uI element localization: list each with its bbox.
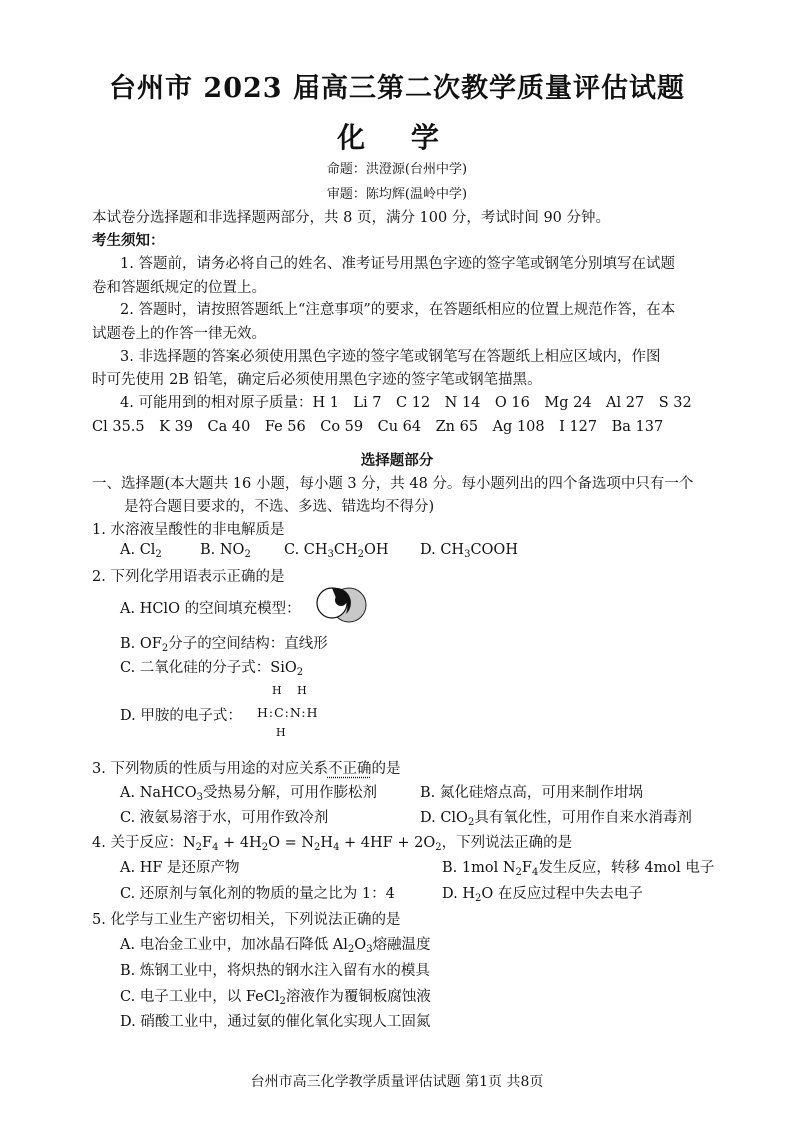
- section-instructions-a: 一、选择题(本大题共 16 小题，每小题 3 分，共 48 分。每小题列出的四个备选项中只有一个: [92, 476, 694, 492]
- notice-heading: 考生须知：: [92, 232, 165, 249]
- q1-option-d: D. $CH_3COOH$: [420, 542, 518, 560]
- q3-option-a: A. NaHCO$_3$受热易分解，可用作膨松剂: [120, 785, 378, 803]
- section-instructions-b: 是符合题目要求的，不选、多选、错选均不得分): [124, 499, 435, 515]
- q3-option-b: B. 氮化硅熔点高，可用来制作坩埚: [420, 785, 643, 801]
- page-title: 台州市 2023 届高三第二次教学质量评估试题: [109, 73, 685, 104]
- notice-2a: 2. 答题时，请按照答题纸上“注意事项”的要求，在答题纸相应的位置上规范作答，在本: [120, 302, 676, 318]
- notice-1a: 1. 答题前，请务必将自己的姓名、准考证号用黑色字迹的签字笔或钢笔分别填写在试题: [120, 256, 675, 272]
- q2-option-c: C. 二氧化硅的分子式：SiO$_2$: [120, 660, 304, 678]
- q2-option-d: D. 甲胺的电子式：: [120, 708, 242, 724]
- methylamine-formula: H:C:N:H: [257, 705, 319, 720]
- q3-stem: 3. 下列物质的性质与用途的对应关系不正确的是: [92, 761, 401, 777]
- methylamine-bottom-h: H: [276, 726, 286, 739]
- q1-option-a: A. $Cl_2$: [120, 542, 162, 560]
- q1-stem: 1. 水溶液呈酸性的非电解质是: [92, 522, 285, 538]
- hclo-space-filling-model-icon: [312, 584, 372, 626]
- notice-3a: 3. 非选择题的答案必须使用黑色字迹的签字笔或钢笔写在答题纸上相应区域内，作图: [120, 349, 661, 365]
- q5-option-c: C. 电子工业中，以 FeCl$_2$溶液作为覆铜板腐蚀液: [120, 989, 431, 1007]
- q2-option-b: B. $OF_2$分子的空间结构：直线形: [120, 636, 328, 654]
- reviewer-line: 审题：陈均辉(温岭中学): [326, 187, 468, 202]
- q4-option-b: B. 1mol $N_2F_4$发生反应，转移 4mol 电子: [442, 860, 715, 878]
- intro-text: 本试卷分选择题和非选择题两部分，共 8 页，满分 100 分，考试时间 90 分钟。: [92, 210, 611, 226]
- q5-option-b: B. 炼钢工业中，将炽热的钢水注入留有水的模具: [120, 963, 430, 979]
- q2-stem: 2. 下列化学用语表示正确的是: [92, 569, 285, 585]
- section-title: 选择题部分: [360, 452, 434, 469]
- methylamine-top-h: H H: [272, 684, 313, 697]
- subject-title: 化 学: [337, 121, 457, 154]
- q5-stem: 5. 化学与工业生产密切相关，下列说法正确的是: [92, 912, 401, 928]
- q4-option-d: D. $H_2O$ 在反应过程中失去电子: [442, 886, 643, 904]
- q4-option-c: C. 还原剂与氧化剂的物质的量之比为 1：4: [120, 886, 395, 902]
- q4-option-a: A. HF 是还原产物: [120, 860, 240, 876]
- page-footer: 台州市高三化学教学质量评估试题 第1页 共8页: [250, 1074, 544, 1090]
- q1-option-b: B. $NO_2$: [200, 542, 251, 560]
- q3-option-c: C. 液氨易溶于水，可用作致冷剂: [120, 810, 329, 826]
- notice-4a: 4. 可能用到的相对原子质量：H 1 Li 7 C 12 N 14 O 16 Mg 24 Al 27 S 32: [120, 395, 692, 411]
- q2-option-a: A. HClO 的空间填充模型：: [120, 601, 301, 617]
- q5-option-d: D. 硝酸工业中，通过氨的催化氧化实现人工固氮: [120, 1014, 431, 1030]
- proposer-line: 命题：洪澄源(台州中学): [326, 162, 468, 177]
- q3-option-d: D. ClO$_2$具有氧化性，可用作自来水消毒剂: [420, 810, 692, 828]
- q4-stem: 4. 关于反应：$N_2F_4 + 4H_2O = N_2H_4 + 4HF + 2O_2$，下列说法正确的是: [92, 835, 573, 853]
- q1-option-c: C. $CH_3CH_2OH$: [284, 542, 389, 560]
- notice-4b: Cl 35.5 K 39 Ca 40 Fe 56 Co 59 Cu 64 Zn 65 Ag 108 I 127 Ba 137: [92, 419, 664, 435]
- q5-option-a: A. 电冶金工业中，加冰晶石降低 $Al_2O_3$熔融温度: [120, 937, 431, 955]
- notice-2b: 试题卷上的作答一律无效。: [92, 326, 266, 342]
- notice-1b: 卷和答题纸规定的位置上。: [92, 280, 266, 296]
- notice-3b: 时可先使用 2B 铅笔，确定后必须使用黑色字迹的签字笔或钢笔描黑。: [92, 372, 542, 388]
